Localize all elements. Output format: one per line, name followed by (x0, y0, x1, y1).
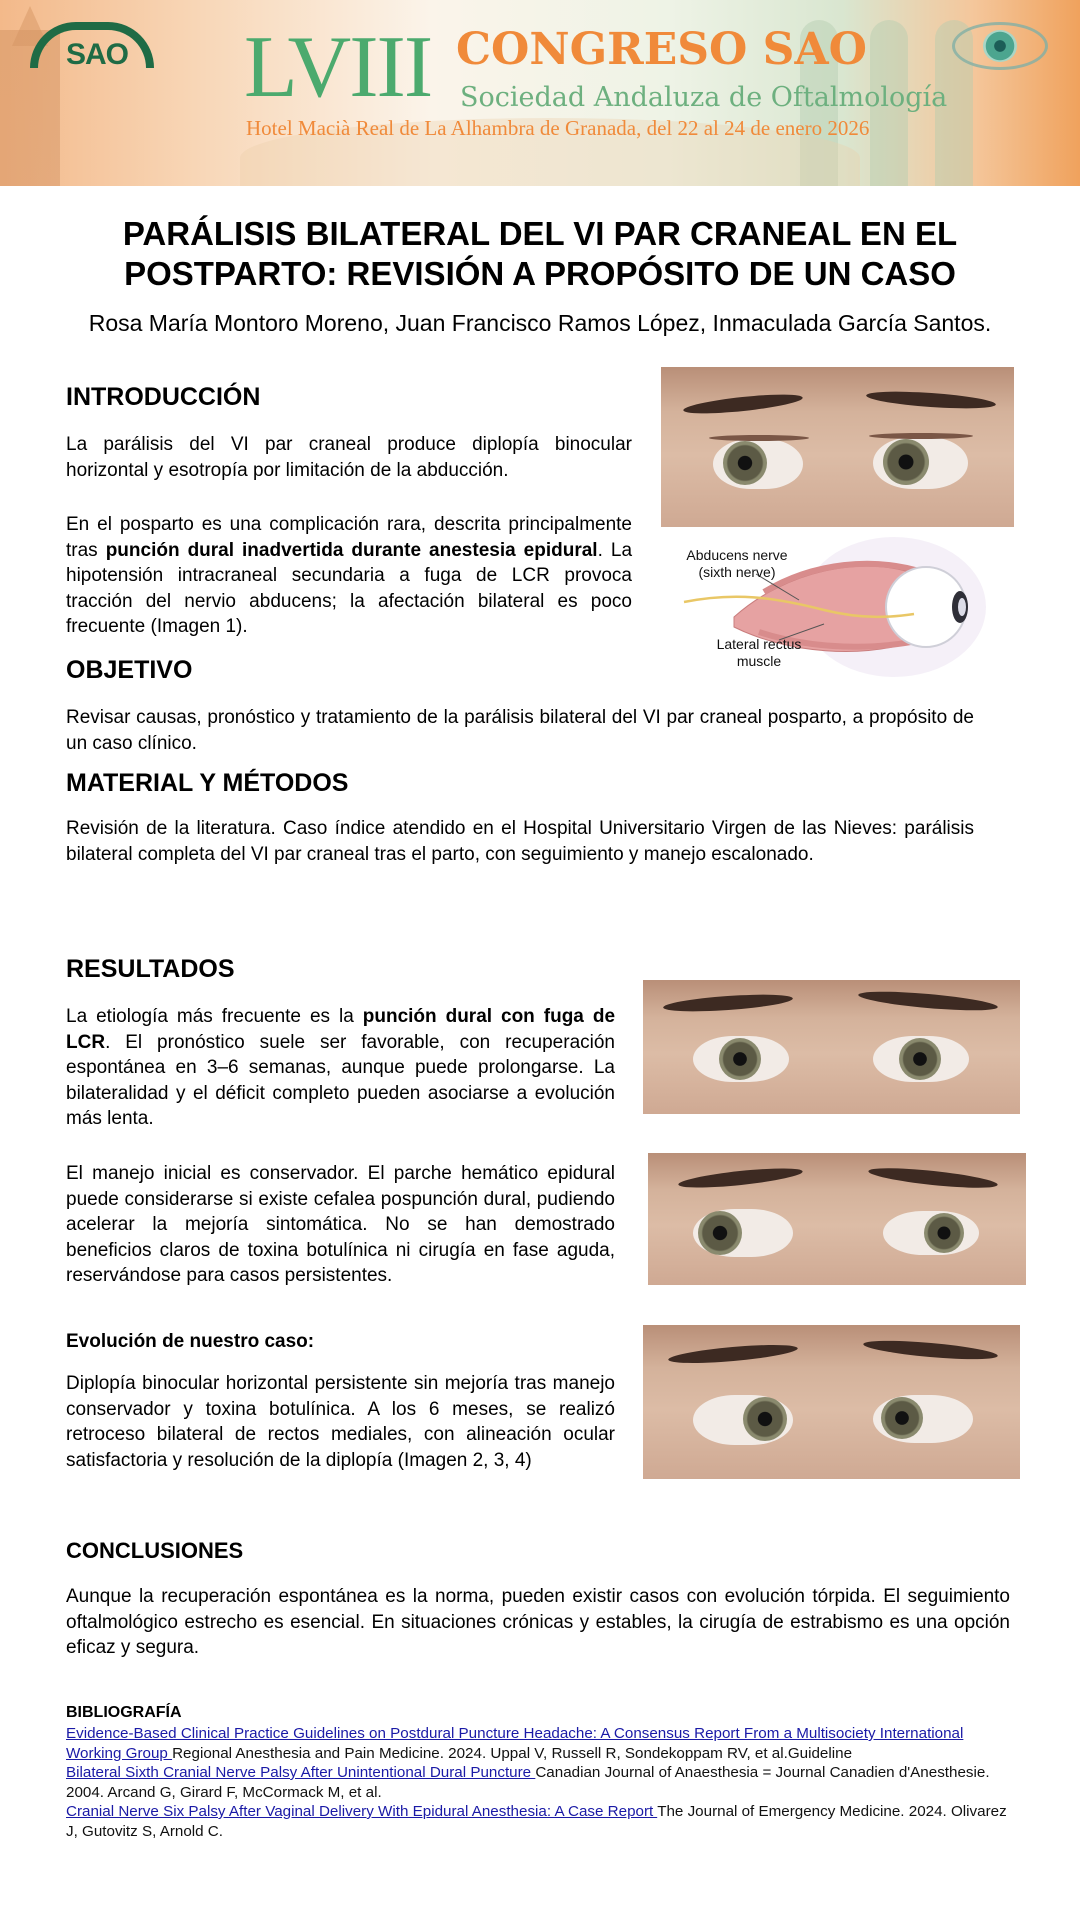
reference-1-link[interactable]: Evidence-Based Clinical Practice Guidelines on Postdural Puncture Headache: A Consensus Report From a Multisociety International Working Group (66, 1725, 964, 1762)
abducens-anatomy-diagram (664, 532, 994, 682)
evolucion-subheading: Evolución de nuestro caso: (66, 1331, 315, 1352)
reference-2-link[interactable]: Bilateral Sixth Cranial Nerve Palsy After Unintentional Dural Puncture (66, 1764, 536, 1781)
poster-title (40, 214, 1040, 294)
resultados-paragraph-1: La etiología más frecuente es la punción dural con fuga de LCR. El pronóstico suele ser favorable, con recuperación espontánea en 3–6 semanas, aunque puede prolongarse. La bilateralidad y el déficit completo pueden asociarse a evolución más lenta. (66, 1006, 616, 1129)
intro-paragraph-2: En el posparto es una complicación rara, descrita principalmente tras punción dural inadvertida durante anestesia epidural. La hipotensión intracraneal secundaria a fuga de LCR provoca tracción del nervio abducens; la afectación bilateral es poco frecuente (Imagen 1). (66, 514, 633, 637)
metodos-text: Revisión de la literatura. Caso índice atendido en el Hospital Universitario Virgen de las Nieves: parálisis bilateral completa del VI par craneal tras el parto, con seguimiento y manejo escalonado. (66, 818, 974, 865)
sao-logo (30, 22, 154, 76)
conclusiones-heading: CONCLUSIONES (66, 1538, 244, 1563)
patient-eyes-photo-2 (643, 980, 1020, 1114)
society-name: Sociedad Andaluza de Oftalmología (460, 82, 948, 113)
title-line-2: POSTPARTO: REVISIÓN A PROPÓSITO DE UN CASO (124, 255, 956, 292)
label-abducens-nerve: Abducens nerve (sixth nerve) (686, 547, 788, 580)
authors: Rosa María Montoro Moreno, Juan Francisco Ramos López, Inmaculada García Santos. (88, 310, 992, 336)
reference-2 (66, 1763, 1016, 1802)
intro-paragraph-1: La parálisis del VI par craneal produce diplopía binocular horizontal y esotropía por limitación de la abducción. (66, 434, 632, 481)
eye-icon (952, 22, 1048, 70)
congress-name: CONGRESO SAO (456, 24, 867, 75)
patient-eyes-photo-4 (643, 1325, 1020, 1479)
reference-1-details: Regional Anesthesia and Pain Medicine. 2024. Uppal V, Russell R, Sondekoppam RV, et al.Guideline (172, 1744, 853, 1762)
sao-logo-text: SAO (66, 38, 129, 71)
patient-eyes-photo-1 (661, 367, 1014, 527)
metodos-heading: MATERIAL Y MÉTODOS (66, 769, 349, 797)
patient-eyes-photo-3 (648, 1153, 1026, 1285)
resultados-heading: RESULTADOS (66, 955, 235, 983)
objetivo-heading: OBJETIVO (66, 656, 193, 684)
bibliografia-heading: BIBLIOGRAFÍA (66, 1704, 182, 1721)
reference-1 (66, 1724, 1016, 1763)
reference-2-details: Canadian Journal of Anaesthesia = Journal Canadien d'Anesthesie. 2004. Arcand G, Girard F, McCormack M, et al. (66, 1764, 990, 1801)
label-lateral-rectus: Lateral rectus muscle (716, 636, 802, 669)
reference-3-link[interactable]: Cranial Nerve Six Palsy After Vaginal Delivery With Epidural Anesthesia: A Case Report (66, 1803, 658, 1820)
conclusiones-text: Aunque la recuperación espontánea es la norma, pueden existir casos con evolución tórpida. El seguimiento oftalmológico estrecho es esencial. En situaciones crónicas y estables, la cirugía de estrabismo es una opción eficaz y segura. (66, 1586, 1010, 1658)
bibliography-list (66, 1724, 1016, 1841)
congress-edition: LVIII (244, 19, 432, 116)
reference-3 (66, 1802, 1016, 1841)
header-banner (0, 0, 1080, 186)
objetivo-text: Revisar causas, pronóstico y tratamiento de la parálisis bilateral del VI par craneal posparto, a propósito de un caso clínico. (66, 707, 974, 754)
reference-3-details: The Journal of Emergency Medicine. 2024. Olivarez J, Gutovitz S, Arnold C. (66, 1803, 1007, 1840)
resultados-paragraph-2: El manejo inicial es conservador. El parche hemático epidural puede considerarse si existe cefalea pospunción dural, pudiendo acelerar la mejoría sintomática. No se han demostrado beneficios claros de toxina botulínica ni cirugía en fase aguda, reservándose para casos persistentes. (66, 1163, 615, 1286)
congress-venue: Hotel Macià Real de La Alhambra de Granada, del 22 al 24 de enero 2026 (246, 116, 870, 140)
title-line-1: PARÁLISIS BILATERAL DEL VI PAR CRANEAL EN EL (122, 215, 958, 252)
resultados-paragraph-3: Diplopía binocular horizontal persistente sin mejoría tras manejo conservador y toxina botulínica. A los 6 meses, se realizó retroceso bilateral de rectos mediales, con alineación ocular satisfactoria y resolución de la diplopía (Imagen 2, 3, 4) (66, 1373, 615, 1471)
intro-heading: INTRODUCCIÓN (66, 383, 261, 411)
